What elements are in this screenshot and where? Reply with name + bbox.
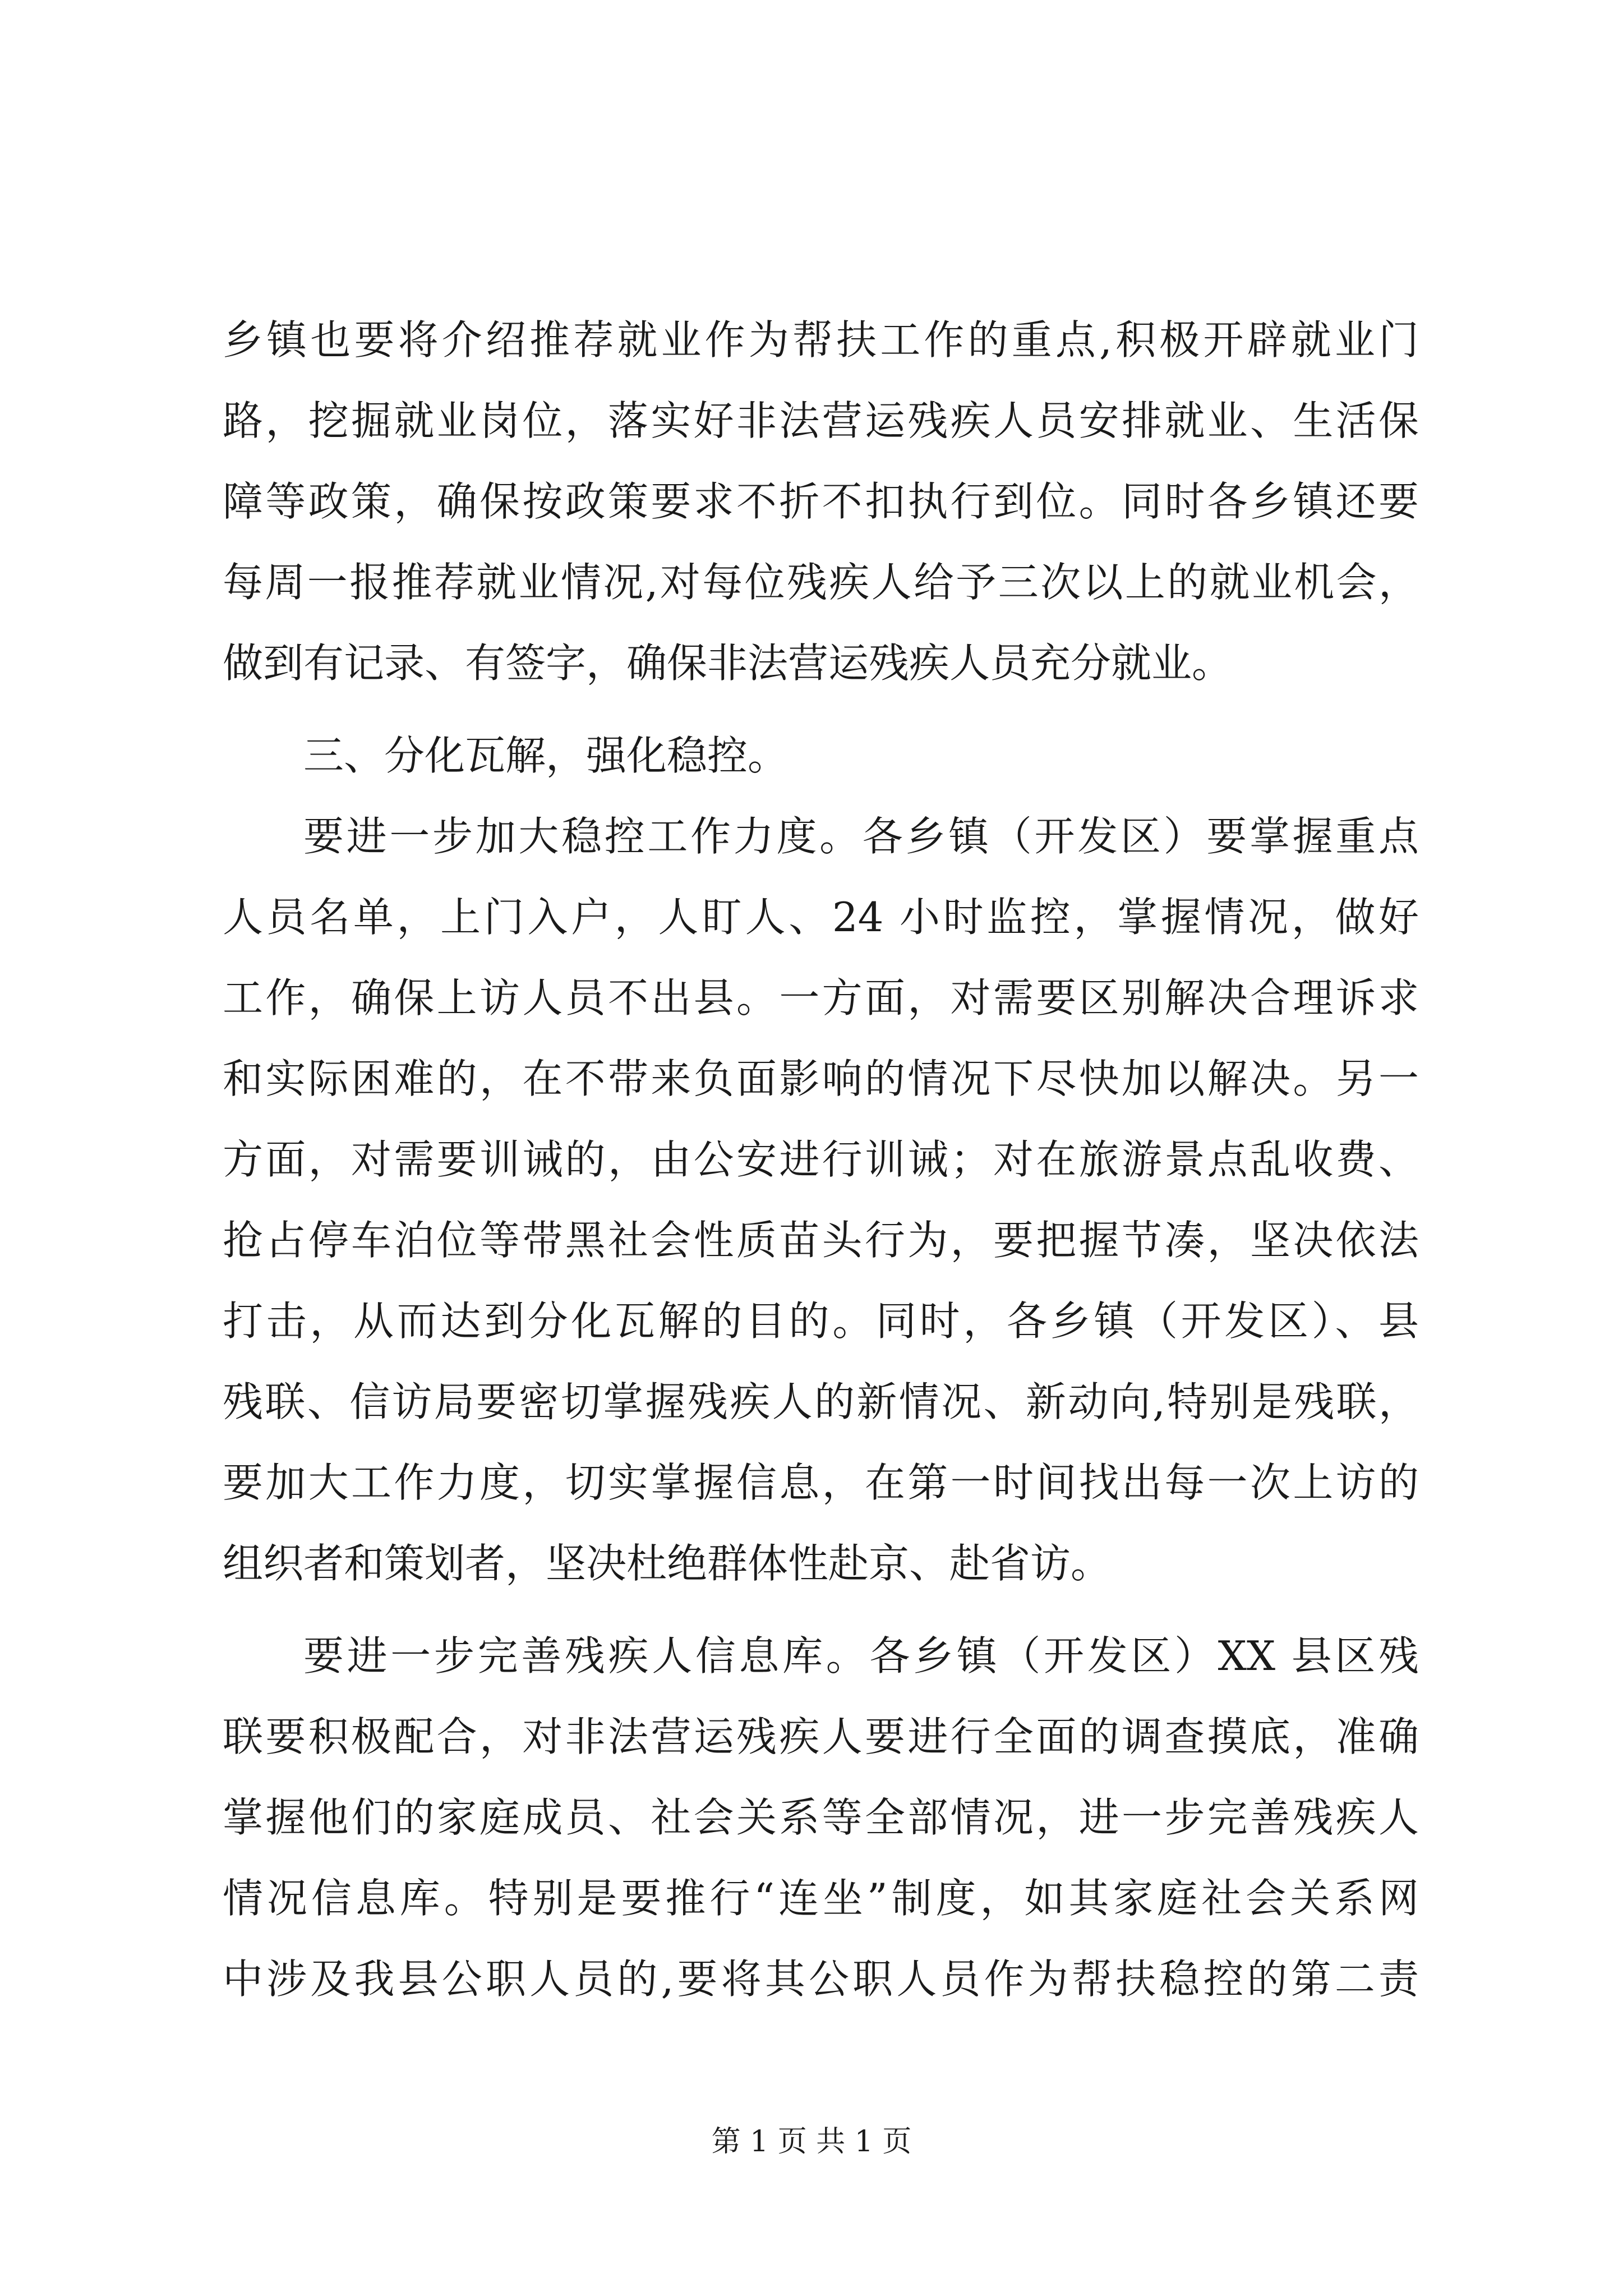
paragraph-line: 做到有记录、有签字，确保非法营运残疾人员充分就业。 xyxy=(223,639,1233,687)
paragraph-line: 情况信息库。特别是要推行“连坐”制度，如其家庭社会关系网 xyxy=(223,1875,1419,1922)
paragraph xyxy=(223,300,1419,703)
paragraph-line: 人员名单，上门入户，人盯人、24 小时监控，掌握情况，做好 xyxy=(223,894,1419,941)
paragraph xyxy=(223,1616,1419,2019)
paragraph-line: 路，挖掘就业岗位，落实好非法营运残疾人员安排就业、生活保 xyxy=(223,397,1419,444)
paragraph-line: 和实际困难的，在不带来负面影响的情况下尽快加以解决。另一 xyxy=(223,1055,1419,1102)
paragraph-line: 乡镇也要将介绍推荐就业作为帮扶工作的重点,积极开辟就业门 xyxy=(223,316,1419,364)
paragraph-line: 抢占停车泊位等带黑社会性质苗头行为，要把握节凑，坚决依法 xyxy=(223,1217,1419,1264)
paragraph-line: 要进一步完善残疾人信息库。各乡镇（开发区）XX 县区残 xyxy=(303,1632,1419,1680)
paragraph xyxy=(223,796,1419,1604)
paragraph-line: 要进一步加大稳控工作力度。各乡镇（开发区）要掌握重点 xyxy=(303,813,1419,860)
paragraph-line: 方面，对需要训诫的，由公安进行训诫；对在旅游景点乱收费、 xyxy=(223,1136,1419,1183)
paragraph-line: 掌握他们的家庭成员、社会关系等全部情况，进一步完善残疾人 xyxy=(223,1794,1419,1841)
paragraph-line: 要加大工作力度，切实掌握信息，在第一时间找出每一次上访的 xyxy=(223,1459,1419,1506)
paragraph-line: 组织者和策划者，坚决杜绝群体性赴京、赴省访。 xyxy=(223,1540,1112,1587)
paragraph-line: 残联、信访局要密切掌握残疾人的新情况、新动向,特别是残联， xyxy=(223,1378,1419,1425)
paragraph-line: 每周一报推荐就业情况,对每位残疾人给予三次以上的就业机会， xyxy=(223,559,1419,606)
paragraph-line: 打击，从而达到分化瓦解的目的。同时，各乡镇（开发区）、县 xyxy=(223,1297,1419,1345)
document-body xyxy=(223,300,1419,2019)
paragraph-line: 工作，确保上访人员不出县。一方面，对需要区别解决合理诉求 xyxy=(223,974,1419,1022)
section-heading xyxy=(223,715,1419,796)
page-footer: 第 1 页 共 1 页 xyxy=(711,2125,912,2159)
paragraph-line: 障等政策，确保按政策要求不折不扣执行到位。同时各乡镇还要 xyxy=(223,478,1419,525)
section-heading-text: 三、分化瓦解，强化稳控。 xyxy=(303,732,789,779)
paragraph-line: 中涉及我县公职人员的,要将其公职人员作为帮扶稳控的第二责 xyxy=(223,1955,1419,2003)
paragraph-line: 联要积极配合，对非法营运残疾人要进行全面的调查摸底，准确 xyxy=(223,1713,1419,1760)
